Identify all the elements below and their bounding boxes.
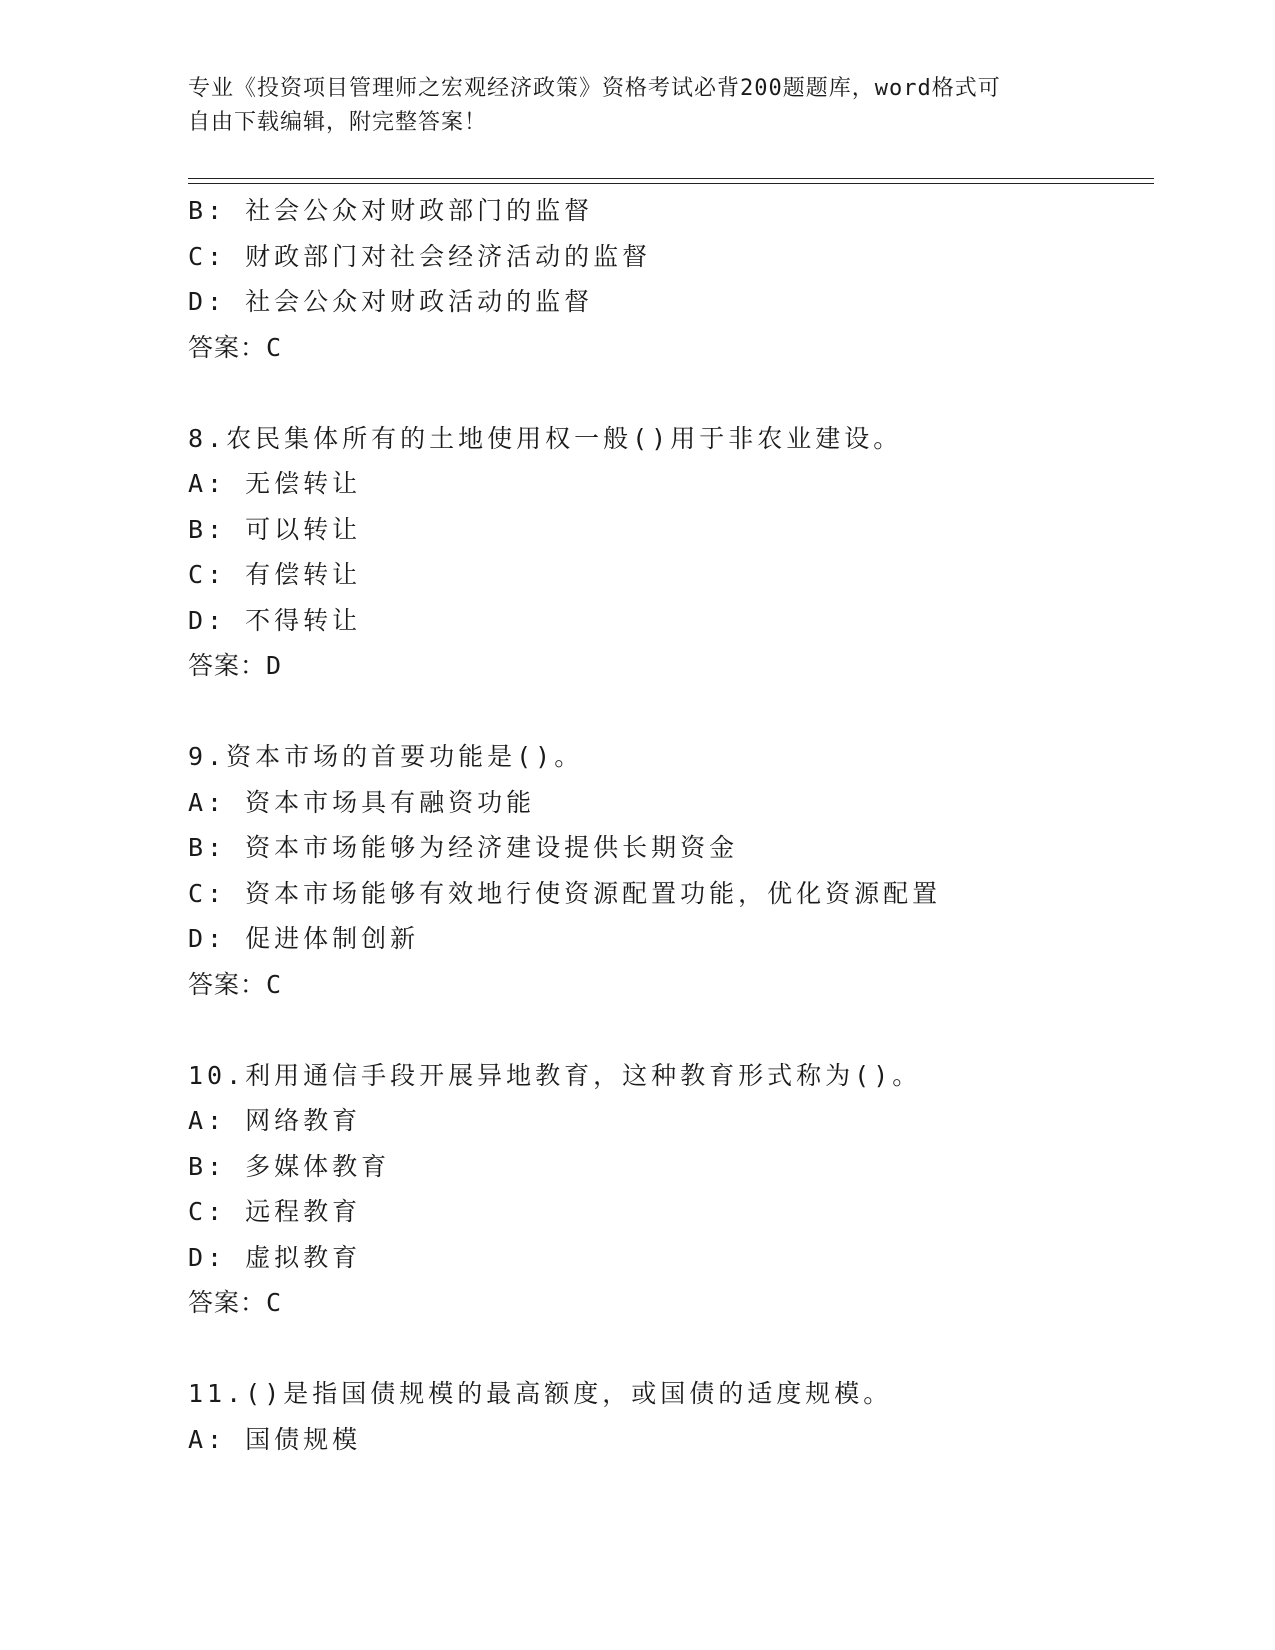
spacer	[188, 1326, 1154, 1372]
spacer	[188, 689, 1154, 735]
option-d: D: 虚拟教育	[188, 1242, 362, 1272]
option-a: A: 无偿转让	[188, 469, 362, 498]
header-line-2: 自由下载编辑，附完整答案！	[188, 110, 488, 135]
option-d: D: 社会公众对财政活动的监督	[188, 287, 594, 316]
option-d: D: 促进体制创新	[188, 924, 420, 953]
spacer	[188, 1007, 1154, 1053]
option-c: C: 远程教育	[188, 1197, 362, 1226]
question-7-continued	[188, 188, 1154, 370]
option-b: B: 社会公众对财政部门的监督	[188, 196, 594, 225]
header-line-1: 专业《投资项目管理师之宏观经济政策》资格考试必背200题题库，word格式可	[188, 76, 1001, 101]
question-list	[188, 188, 1154, 1462]
question-stem: 8.农民集体所有的土地使用权一般()用于非农业建设。	[188, 423, 903, 453]
answer-line: 答案：C	[188, 332, 283, 362]
option-b: B: 可以转让	[188, 514, 362, 544]
answer-line: 答案：C	[188, 1288, 283, 1317]
option-c: C: 财政部门对社会经济活动的监督	[188, 241, 652, 271]
option-c: C: 资本市场能够有效地行使资源配置功能，优化资源配置	[188, 878, 942, 908]
document-header	[188, 72, 1068, 140]
option-c: C: 有偿转让	[188, 560, 362, 589]
option-b: B: 多媒体教育	[188, 1151, 391, 1181]
question-9	[188, 734, 1154, 1007]
option-a: A: 网络教育	[188, 1106, 362, 1135]
option-a: A: 资本市场具有融资功能	[188, 787, 536, 817]
header-divider-top	[188, 178, 1154, 179]
answer-line: 答案：D	[188, 651, 283, 680]
option-d: D: 不得转让	[188, 605, 362, 635]
header-divider-bottom	[188, 183, 1154, 184]
question-stem: 9.资本市场的首要功能是()。	[188, 742, 584, 771]
spacer	[188, 370, 1154, 416]
question-stem: 10.利用通信手段开展异地教育，这种教育形式称为()。	[188, 1060, 922, 1090]
question-8	[188, 416, 1154, 689]
answer-line: 答案：C	[188, 969, 283, 999]
question-11	[188, 1371, 1154, 1462]
option-a: A: 国债规模	[188, 1424, 362, 1454]
question-10	[188, 1053, 1154, 1326]
option-b: B: 资本市场能够为经济建设提供长期资金	[188, 833, 739, 862]
question-stem: 11.()是指国债规模的最高额度，或国债的适度规模。	[188, 1379, 893, 1408]
